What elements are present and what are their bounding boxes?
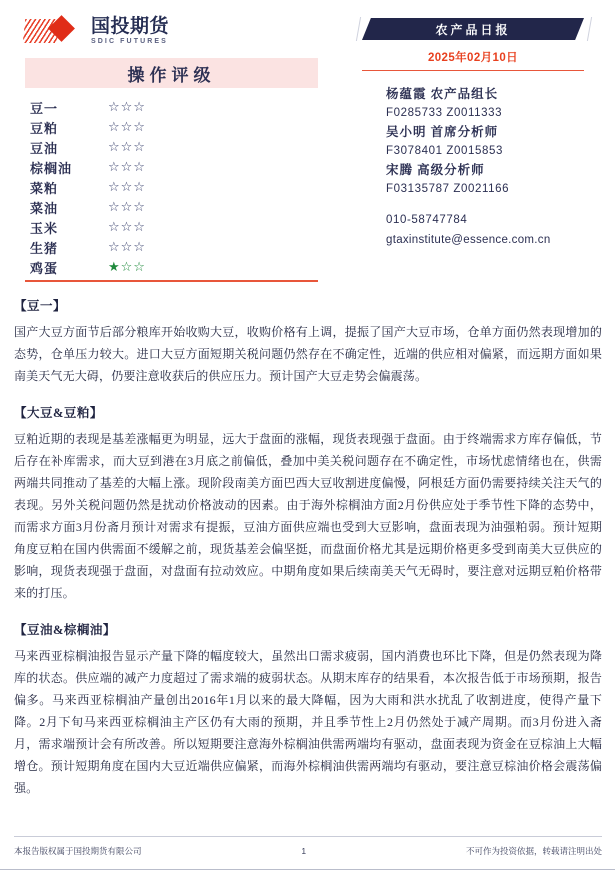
- rating-row: [30, 177, 318, 197]
- footer-page-number: 1: [301, 846, 307, 856]
- banner-tick-right: [587, 17, 592, 41]
- footer-disclaimer: 不可作为投资依据，转载请注明出处: [465, 846, 602, 856]
- report-section: [14, 403, 602, 604]
- report-header: [0, 0, 615, 285]
- analyst-name-title: 宋腾 高级分析师: [386, 163, 485, 178]
- rating-row: [30, 197, 318, 217]
- analyst-license-code: F3078401 Z0015853: [386, 145, 503, 158]
- rating-row: [30, 137, 318, 157]
- logo-mark-icon: [24, 16, 86, 46]
- analyst-name-title: 吴小明 首席分析师: [386, 125, 499, 140]
- rating-commodity-name: 玉米: [30, 220, 59, 236]
- contact-email[interactable]: gtaxinstitute@essence.com.cn: [386, 234, 551, 247]
- report-section: [14, 296, 602, 387]
- brand-name-block: [91, 16, 169, 45]
- report-title: 农产品日报: [435, 22, 511, 37]
- report-section: [14, 620, 602, 799]
- rating-stars-icon: ★☆☆: [108, 259, 146, 275]
- rating-stars-icon: ☆☆☆: [108, 239, 146, 255]
- rating-commodity-name: 菜粕: [30, 180, 59, 196]
- banner-tick-left: [356, 17, 361, 41]
- contact-spacer: [386, 199, 588, 211]
- brand-name-en: SDIC FUTURES: [91, 38, 168, 45]
- rating-commodity-name: 豆一: [30, 100, 59, 116]
- rating-list: [25, 97, 318, 277]
- rating-commodity-name: 棕榈油: [30, 160, 73, 176]
- rating-commodity-name: 豆粕: [30, 120, 59, 136]
- rating-stars-icon: ☆☆☆: [108, 179, 146, 195]
- section-heading: 【豆油&棕榈油】: [14, 623, 116, 637]
- contact-phone[interactable]: 010-58747784: [386, 214, 468, 227]
- rating-title-bar: [25, 58, 318, 88]
- section-body-text: 马来西亚棕榈油报告显示产量下降的幅度较大，虽然出口需求疲弱，国内消费也环比下降，但是仍然表现为降库的状态。供应端的减产力度超过了需求端的疲弱状态。从期末库存的结果看，本次报告低于市场预期，报告偏多。马来西亚棕榈油产量创出2016年1月以来的最大降幅，因为大雨和洪水扰乱了收割进度，使得产量下降。2月下旬马来西亚棕榈油主产区仍有大雨的预期，并且季节性上2月仍然处于减产周期。而3月份进入斋月，需求端预计会有所改善。所以短期要注意海外棕榈油供需两端均有驱动，盘面表现为资金在豆棕油上大幅增仓。预计短期角度在国内大豆近端供应偏紧，而海外棕榈油供需两端均有驱动，要注意豆棕油价格会震荡偏强。: [14, 649, 602, 795]
- rating-row: [30, 237, 318, 257]
- rating-stars-icon: ☆☆☆: [108, 99, 146, 115]
- date-divider: [362, 70, 584, 71]
- section-heading: 【豆一】: [14, 299, 67, 313]
- section-heading: 【大豆&豆粕】: [14, 406, 103, 420]
- report-title-banner: [362, 18, 584, 40]
- rating-stars-icon: ☆☆☆: [108, 199, 146, 215]
- section-body-text: 国产大豆方面节后部分粮库开始收购大豆，收购价格有上调，提振了国产大豆市场，仓单方面仍然表现增加的态势，仓单压力较大。进口大豆方面短期关税问题仍然存在不确定性，近端的供应相对偏紧，而远期方面如果南美天气无大碍，仍要注意收获后的供应压力。预计国产大豆走势会偏震荡。: [14, 325, 602, 383]
- rating-stars-icon: ☆☆☆: [108, 159, 146, 175]
- rating-title: 操作评级: [127, 65, 216, 85]
- rating-row: [30, 117, 318, 137]
- rating-commodity-name: 菜油: [30, 200, 59, 216]
- rating-row: [30, 217, 318, 237]
- analyst-license-code: F0285733 Z0011333: [386, 107, 503, 120]
- analyst-contacts: [358, 85, 588, 250]
- rating-commodity-name: 鸡蛋: [30, 260, 59, 276]
- operation-rating-card: [25, 58, 318, 282]
- rating-commodity-name: 豆油: [30, 140, 59, 156]
- rating-stars-icon: ☆☆☆: [108, 139, 146, 155]
- rating-stars-icon: ☆☆☆: [108, 119, 146, 135]
- rating-row: [30, 157, 318, 177]
- rating-stars-icon: ☆☆☆: [108, 219, 146, 235]
- report-content: [14, 296, 602, 815]
- analyst-license-code: F03135787 Z0021166: [386, 183, 510, 196]
- rating-commodity-name: 生猪: [30, 240, 59, 256]
- rating-underline-divider: [25, 280, 318, 282]
- report-date: 2025年02月10日: [427, 52, 519, 64]
- rating-row: [30, 257, 318, 277]
- report-footer: [0, 836, 615, 870]
- footer-divider-top: [14, 836, 602, 837]
- section-body-text: 豆粕近期的表现是基差涨幅更为明显，远大于盘面的涨幅，现货表现强于盘面。由于终端需求方库存偏低，节后存在补库需求，而大豆到港在3月底之前偏低，叠加中美关税问题存在不确定性，市场忧虑情绪也在，供需两端共同推动了基差的大幅上涨。现阶段南美方面巴西大豆收割进度偏慢，阿根廷方面仍需要持续关注天气的表现。另外关税问题仍然是扰动价格波动的因素。由于海外棕榈油方面2月份供应处于季节性下降的态势中，而需求方面3月份斋月预计对需求有提振，豆油方面供应端也受到大豆影响，盘面表现为油强粕弱。预计短期角度豆粕在国内供需面不缓解之前，现货基差会偏坚挺，而盘面价格尤其是远期价格更多受到南美大豆供应的影响，现货表现强于盘面，对盘面有拉动效应。中期角度如果后续南美天气无碍时，要注意对远期豆粕价格带来的打压。: [14, 432, 602, 600]
- footer-copyright: 本报告版权属于国投期货有限公司: [14, 846, 142, 856]
- report-meta-block: [358, 18, 588, 250]
- brand-logo: [24, 16, 169, 46]
- analyst-name-title: 杨蕴霞 农产品组长: [386, 87, 499, 102]
- brand-name-cn: 国投期货: [91, 16, 170, 37]
- rating-row: [30, 97, 318, 117]
